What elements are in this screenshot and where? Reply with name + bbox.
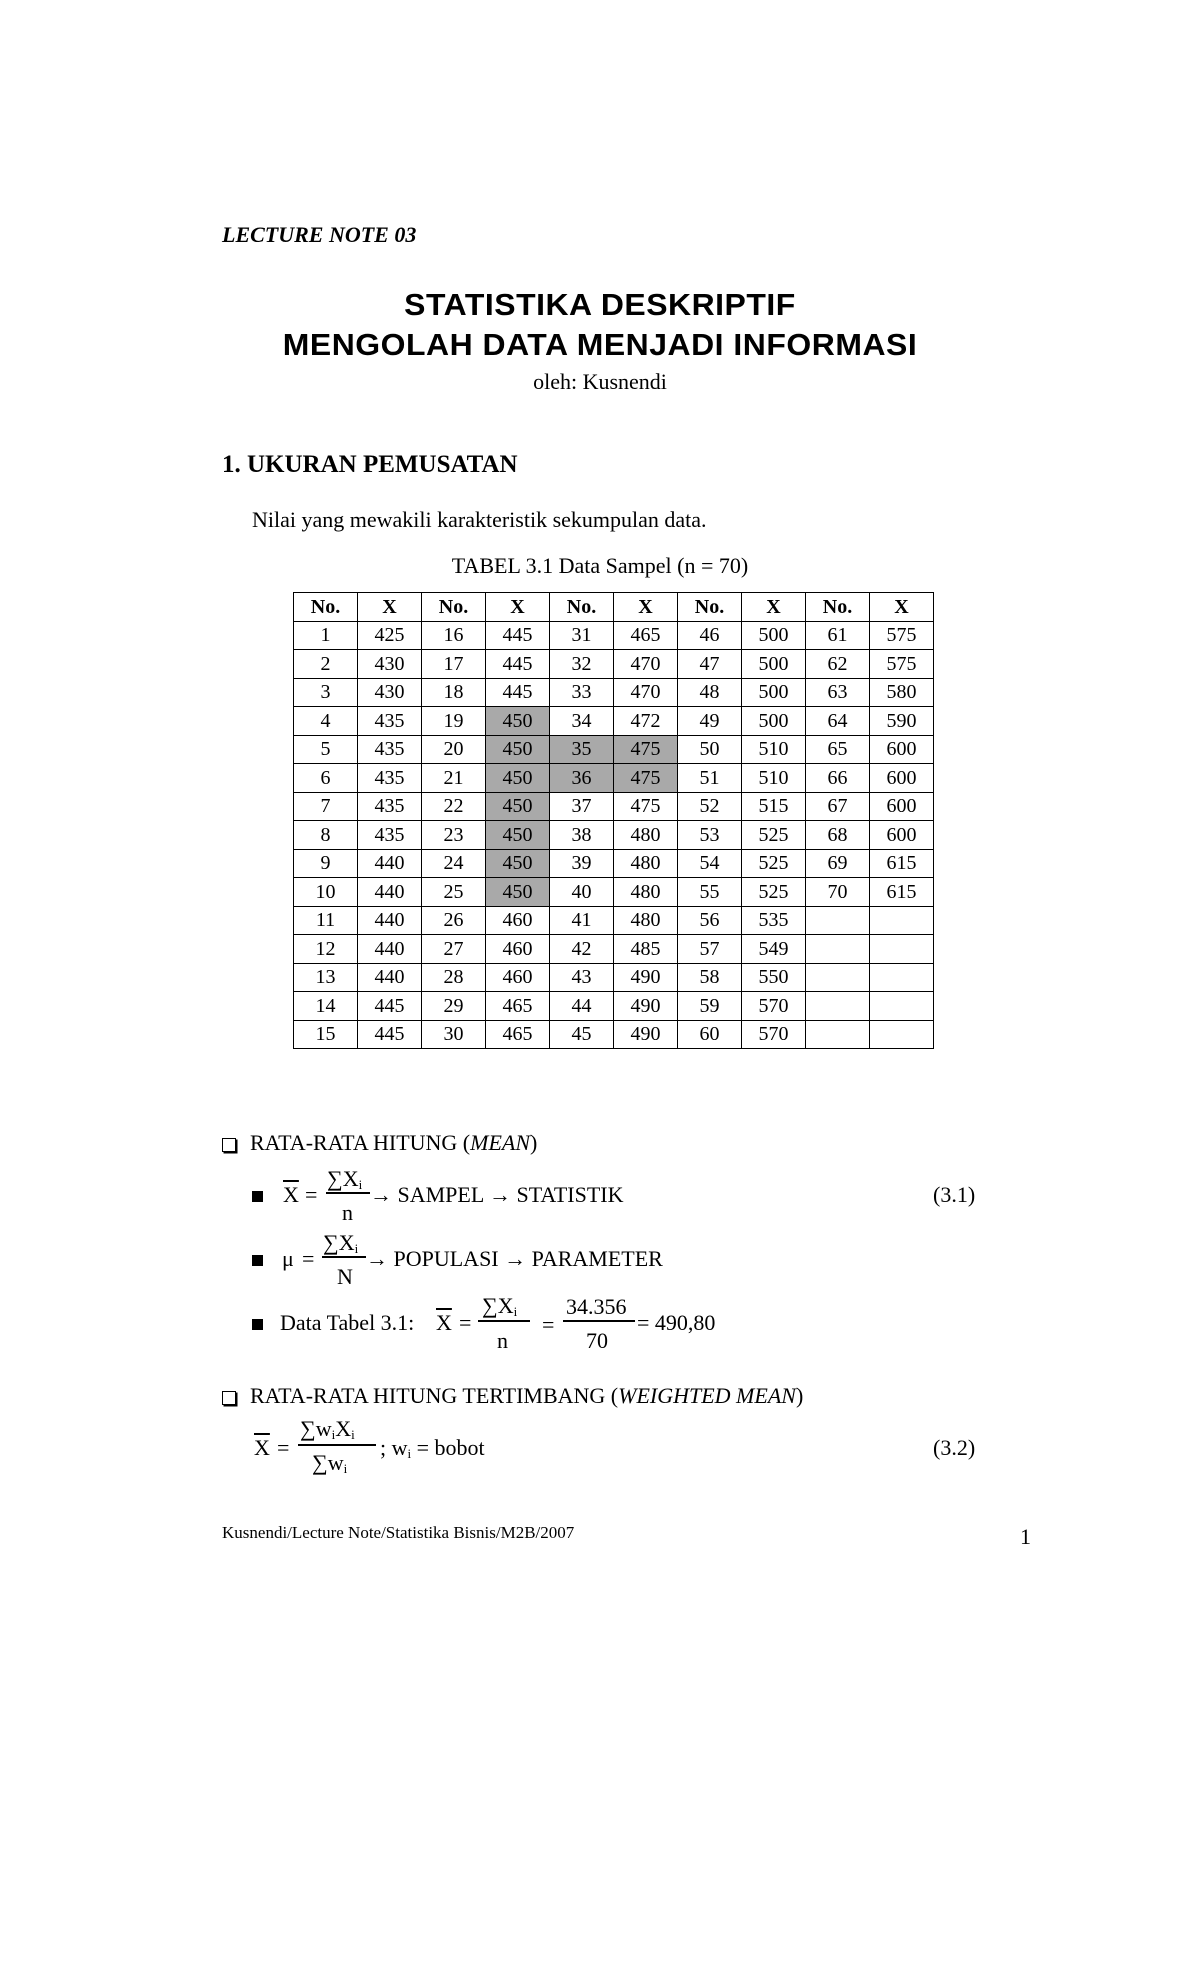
table-body (294, 621, 934, 1049)
table-row (294, 735, 934, 764)
table-cell-no: 51 (678, 764, 742, 793)
table-cell-x: 580 (870, 678, 934, 707)
table-cell-x: 460 (486, 963, 550, 992)
xbar-symbol: $\overline{X}$ (254, 1435, 270, 1460)
fraction-bar (563, 1320, 635, 1322)
table-cell-x: 475 (614, 764, 678, 793)
table-cell-no: 62 (806, 650, 870, 679)
table-row (294, 678, 934, 707)
table-cell-x: 460 (486, 935, 550, 964)
table-cell-no: 32 (550, 650, 614, 679)
table-cell-no: 16 (422, 621, 486, 650)
footer-text: Kusnendi/Lecture Note/Statistika Bisnis/M2B/2007 (222, 1523, 575, 1542)
table-cell-x: 450 (486, 821, 550, 850)
weighted-mean-heading (222, 1383, 803, 1409)
fraction-bar (298, 1444, 376, 1446)
table-cell-no: 50 (678, 735, 742, 764)
table-cell-no: 28 (422, 963, 486, 992)
table-cell-no: 2 (294, 650, 358, 679)
table-cell-x: 440 (358, 963, 422, 992)
table-cell-no: 40 (550, 878, 614, 907)
table-cell-x: 600 (870, 792, 934, 821)
table-header-row (294, 593, 934, 622)
fraction-denominator: N (337, 1264, 353, 1289)
table-cell-no: 15 (294, 1020, 358, 1049)
equals-sign: = (302, 1246, 315, 1271)
table-cell-x: 525 (742, 878, 806, 907)
table-cell-x: 480 (614, 821, 678, 850)
table-cell-x: 440 (358, 935, 422, 964)
fraction-numerator: $\sum X_i$ (482, 1293, 518, 1319)
table-cell-no: 69 (806, 849, 870, 878)
table-cell-x: 450 (486, 878, 550, 907)
table-cell-no: 65 (806, 735, 870, 764)
table-cell-no: 8 (294, 821, 358, 850)
equals-sign: = (542, 1312, 555, 1337)
table-cell-no: 41 (550, 906, 614, 935)
checkbox-bullet-icon (222, 1391, 236, 1405)
table-cell-no: 64 (806, 707, 870, 736)
formula-description: ; $w_i$ = bobot (380, 1435, 485, 1461)
table-cell-x: 550 (742, 963, 806, 992)
lecture-label: LECTURE NOTE 03 (222, 222, 417, 247)
formula-description: → SAMPEL → STATISTIK (370, 1182, 624, 1207)
table-cell-x (870, 935, 934, 964)
column-header-x: X (870, 593, 934, 622)
table-cell-no: 34 (550, 707, 614, 736)
table-cell-x: 570 (742, 992, 806, 1021)
table-cell-no: 59 (678, 992, 742, 1021)
table-cell-x: 440 (358, 906, 422, 935)
mean-heading-text: RATA-RATA HITUNG ( (250, 1130, 471, 1155)
column-header-no: No. (294, 593, 358, 622)
table-cell-no: 60 (678, 1020, 742, 1049)
table-cell-x: 490 (614, 963, 678, 992)
square-bullet-icon (252, 1255, 263, 1266)
table-cell-no: 35 (550, 735, 614, 764)
table-cell-x: 480 (614, 878, 678, 907)
weighted-heading-suffix: ) (795, 1383, 804, 1408)
author-line: oleh: Kusnendi (533, 369, 667, 394)
xbar-symbol: $\overline{X}$ (436, 1310, 452, 1335)
table-cell-no: 10 (294, 878, 358, 907)
table-cell-x: 440 (358, 849, 422, 878)
table-cell-no: 55 (678, 878, 742, 907)
table-cell-no (806, 935, 870, 964)
table-row (294, 935, 934, 964)
table-cell-no: 14 (294, 992, 358, 1021)
table-cell-no: 29 (422, 992, 486, 1021)
table-cell-x: 500 (742, 707, 806, 736)
section-intro: Nilai yang mewakili karakteristik sekumpulan data. (252, 507, 707, 532)
table-row (294, 792, 934, 821)
xbar-symbol: $\overline{X}$ (283, 1182, 299, 1207)
table-cell-no: 61 (806, 621, 870, 650)
table-cell-x: 450 (486, 849, 550, 878)
table-cell-x: 435 (358, 821, 422, 850)
table-cell-no: 68 (806, 821, 870, 850)
table-cell-x: 500 (742, 621, 806, 650)
table-row (294, 821, 934, 850)
table-row (294, 650, 934, 679)
table-cell-x: 465 (486, 992, 550, 1021)
sum-value: 34.356 (566, 1294, 627, 1319)
section-heading: 1. UKURAN PEMUSATAN (222, 451, 518, 478)
table-cell-no: 30 (422, 1020, 486, 1049)
table-cell-x: 490 (614, 992, 678, 1021)
table-cell-no: 27 (422, 935, 486, 964)
table-cell-x: 445 (358, 1020, 422, 1049)
table-cell-no: 38 (550, 821, 614, 850)
table-cell-no (806, 906, 870, 935)
table-cell-x: 515 (742, 792, 806, 821)
table-row (294, 849, 934, 878)
table-cell-no: 48 (678, 678, 742, 707)
table-cell-x: 435 (358, 764, 422, 793)
table-cell-no: 67 (806, 792, 870, 821)
table-cell-x: 460 (486, 906, 550, 935)
mean-heading-suffix: ) (530, 1130, 538, 1155)
table-cell-no: 24 (422, 849, 486, 878)
table-caption: TABEL 3.1 Data Sampel (n = 70) (451, 553, 749, 578)
fraction-numerator: $\sum X_i$ (327, 1166, 363, 1192)
document-subtitle: MENGOLAH DATA MENJADI INFORMASI (282, 327, 918, 362)
table-cell-no: 12 (294, 935, 358, 964)
formula-label: Data Tabel 3.1: (280, 1310, 415, 1335)
table-cell-x: 490 (614, 1020, 678, 1049)
square-bullet-icon (252, 1319, 263, 1330)
table-cell-no: 6 (294, 764, 358, 793)
table-cell-no: 21 (422, 764, 486, 793)
table-cell-x: 615 (870, 849, 934, 878)
table-cell-x: 535 (742, 906, 806, 935)
table-cell-no: 22 (422, 792, 486, 821)
table-cell-x: 575 (870, 650, 934, 679)
table-cell-x: 450 (486, 792, 550, 821)
table-cell-x: 485 (614, 935, 678, 964)
table-cell-x: 445 (486, 650, 550, 679)
table-cell-x: 480 (614, 906, 678, 935)
table-cell-x: 500 (742, 650, 806, 679)
fraction-bar (478, 1320, 530, 1322)
table-cell-x: 465 (486, 1020, 550, 1049)
table-cell-x: 450 (486, 707, 550, 736)
table-cell-no: 7 (294, 792, 358, 821)
table-cell-no (806, 1020, 870, 1049)
table-row (294, 963, 934, 992)
table-cell-x: 435 (358, 707, 422, 736)
table-cell-x: 525 (742, 821, 806, 850)
equals-sign: = (305, 1182, 318, 1207)
table-cell-x: 600 (870, 821, 934, 850)
table-cell-x: 445 (358, 992, 422, 1021)
column-header-no: No. (422, 593, 486, 622)
fraction-bar (322, 1256, 366, 1258)
fraction-bar (326, 1192, 370, 1194)
table-cell-no: 4 (294, 707, 358, 736)
table-cell-x: 430 (358, 650, 422, 679)
table-cell-x: 600 (870, 735, 934, 764)
table-row (294, 906, 934, 935)
table-cell-no: 56 (678, 906, 742, 935)
table-cell-no: 47 (678, 650, 742, 679)
table-cell-x (870, 963, 934, 992)
equals-sign: = (459, 1310, 472, 1335)
table-cell-no: 70 (806, 878, 870, 907)
table-cell-no: 63 (806, 678, 870, 707)
table-cell-x: 450 (486, 764, 550, 793)
table-cell-x: 475 (614, 792, 678, 821)
fraction-denominator: n (342, 1200, 353, 1225)
table-cell-x: 470 (614, 678, 678, 707)
table-cell-no: 66 (806, 764, 870, 793)
mean-heading-italic: MEAN (470, 1130, 531, 1155)
square-bullet-icon (252, 1191, 263, 1202)
column-header-x: X (486, 593, 550, 622)
column-header-no: No. (550, 593, 614, 622)
column-header-x: X (358, 593, 422, 622)
table-row (294, 707, 934, 736)
table-cell-no: 45 (550, 1020, 614, 1049)
mean-heading (222, 1130, 537, 1156)
table-cell-x: 445 (486, 621, 550, 650)
table-cell-x: 440 (358, 878, 422, 907)
table-cell-x: 430 (358, 678, 422, 707)
document-title: STATISTIKA DESKRIPTIF (404, 287, 796, 322)
table-cell-no: 44 (550, 992, 614, 1021)
column-header-no: No. (678, 593, 742, 622)
table-cell-no: 25 (422, 878, 486, 907)
table-cell-x: 435 (358, 735, 422, 764)
table-cell-x (870, 1020, 934, 1049)
table-cell-x: 549 (742, 935, 806, 964)
table-cell-no: 31 (550, 621, 614, 650)
table-cell-no: 33 (550, 678, 614, 707)
table-cell-no: 58 (678, 963, 742, 992)
table-cell-x (870, 992, 934, 1021)
table-cell-x: 500 (742, 678, 806, 707)
table-cell-x: 510 (742, 735, 806, 764)
column-header-x: X (742, 593, 806, 622)
table-cell-no: 1 (294, 621, 358, 650)
table-cell-x: 450 (486, 735, 550, 764)
table-cell-x: 472 (614, 707, 678, 736)
table-cell-no: 36 (550, 764, 614, 793)
page-number: 1 (1020, 1524, 1031, 1549)
data-table (293, 592, 934, 1049)
table-cell-x: 475 (614, 735, 678, 764)
table-row (294, 764, 934, 793)
table-cell-no: 19 (422, 707, 486, 736)
table-cell-no: 18 (422, 678, 486, 707)
table-row (294, 1020, 934, 1049)
table-cell-x: 470 (614, 650, 678, 679)
table-cell-no: 42 (550, 935, 614, 964)
table-cell-x: 445 (486, 678, 550, 707)
table-row (294, 992, 934, 1021)
table-cell-x: 575 (870, 621, 934, 650)
table-cell-x: 615 (870, 878, 934, 907)
table-cell-no: 37 (550, 792, 614, 821)
fraction-denominator: n (497, 1328, 508, 1353)
table-cell-no: 46 (678, 621, 742, 650)
table-cell-x: 425 (358, 621, 422, 650)
table-cell-no: 43 (550, 963, 614, 992)
equation-number: (3.2) (933, 1435, 976, 1460)
equation-number: (3.1) (933, 1182, 976, 1207)
table-cell-x: 435 (358, 792, 422, 821)
equals-sign: = (277, 1435, 290, 1460)
mu-symbol: μ (282, 1246, 294, 1271)
table-cell-x: 570 (742, 1020, 806, 1049)
table-cell-x: 590 (870, 707, 934, 736)
table-cell-no: 39 (550, 849, 614, 878)
table-cell-no (806, 992, 870, 1021)
mean-result: = 490,80 (637, 1310, 716, 1335)
table-cell-x: 510 (742, 764, 806, 793)
count-value: 70 (586, 1328, 608, 1353)
table-row (294, 878, 934, 907)
table-cell-no: 20 (422, 735, 486, 764)
column-header-x: X (614, 593, 678, 622)
table-row (294, 621, 934, 650)
table-cell-x (870, 906, 934, 935)
table-cell-no: 13 (294, 963, 358, 992)
table-cell-no: 53 (678, 821, 742, 850)
weighted-heading-text: RATA-RATA HITUNG TERTIMBANG ( (250, 1383, 619, 1408)
table-cell-x: 525 (742, 849, 806, 878)
table-cell-no: 5 (294, 735, 358, 764)
fraction-denominator: $\sum w_i$ (312, 1450, 348, 1476)
table-cell-no: 23 (422, 821, 486, 850)
table-cell-no: 9 (294, 849, 358, 878)
fraction-numerator: $\sum X_i$ (323, 1230, 359, 1256)
table-cell-no: 26 (422, 906, 486, 935)
table-cell-no: 54 (678, 849, 742, 878)
table-cell-no: 11 (294, 906, 358, 935)
column-header-no: No. (806, 593, 870, 622)
table-cell-x: 480 (614, 849, 678, 878)
table-cell-no: 17 (422, 650, 486, 679)
table-cell-x: 465 (614, 621, 678, 650)
weighted-heading-italic: WEIGHTED MEAN (618, 1383, 796, 1408)
table-cell-no: 49 (678, 707, 742, 736)
table-cell-no (806, 963, 870, 992)
table-cell-no: 52 (678, 792, 742, 821)
table-cell-x: 600 (870, 764, 934, 793)
fraction-numerator: $\sum w_iX_i$ (300, 1416, 355, 1442)
formula-description: → POPULASI → PARAMETER (366, 1246, 663, 1271)
checkbox-bullet-icon (222, 1138, 236, 1152)
table-cell-no: 57 (678, 935, 742, 964)
table-cell-no: 3 (294, 678, 358, 707)
